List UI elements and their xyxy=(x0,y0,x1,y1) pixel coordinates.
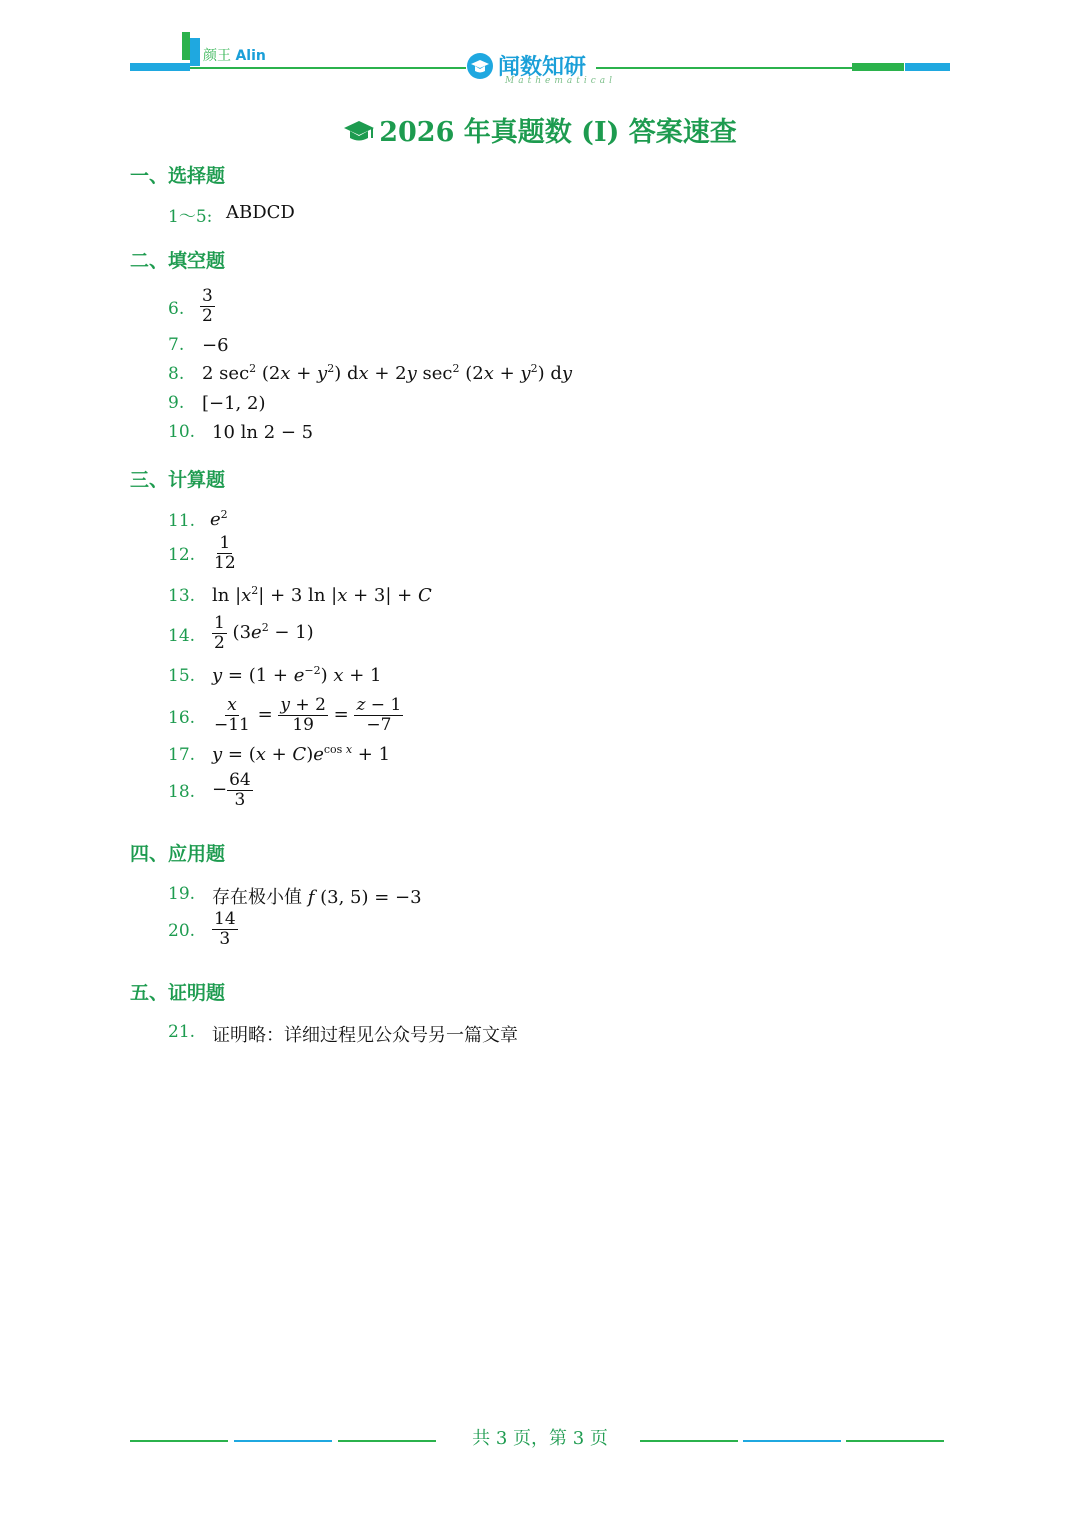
answer-11: $e^2$ xyxy=(210,508,228,530)
header-rule-left xyxy=(190,67,466,69)
answer-12-num: 1 xyxy=(219,533,231,553)
answer-20 xyxy=(212,910,238,948)
answer-label-6: 6. xyxy=(168,299,185,319)
answer-label-16: 16. xyxy=(168,708,196,728)
answer-14-num: 1 xyxy=(214,613,225,633)
answer-21: 证明略：详细过程见公众号另一篇文章 xyxy=(212,1025,518,1046)
header-accent-bar-green xyxy=(852,63,904,71)
answer-label-18: 18. xyxy=(168,782,196,802)
page-title xyxy=(0,110,1080,149)
answer-label-15: 15. xyxy=(168,666,196,686)
answer-label-11: 11. xyxy=(168,511,196,531)
header-accent-bar-blue-right xyxy=(905,63,950,71)
answer-label-9: 9. xyxy=(168,393,185,413)
section-heading-calc: 三、计算题 xyxy=(130,469,226,491)
author-logo-icon xyxy=(182,32,202,66)
answer-16: $\frac{x}{-11}$ = $\frac{y + 2}{19}$ = $\frac{z - 1}{-7}$ xyxy=(214,695,402,735)
answer-label-8: 8. xyxy=(168,364,185,384)
answer-18: − $\frac{64}{3}$ xyxy=(212,770,251,810)
answer-19-text: 存在极小值 xyxy=(212,887,302,908)
answer-20-den: 3 xyxy=(219,928,231,949)
header-accent-bar-blue xyxy=(130,63,190,71)
section-heading-fill: 二、填空题 xyxy=(130,250,226,272)
answer-label-14: 14. xyxy=(168,626,196,646)
answer-14-den: 2 xyxy=(214,632,225,653)
footer-ornament-6 xyxy=(846,1440,944,1442)
answer-12 xyxy=(212,534,238,572)
brand-name: 闻数知研 xyxy=(498,55,587,80)
section-heading-choice: 一、选择题 xyxy=(130,165,226,187)
answer-6-den: 2 xyxy=(202,305,213,326)
answer-12-den: 12 xyxy=(214,552,236,573)
page-number: 共 3 页，第 3 页 xyxy=(472,1428,608,1449)
answer-label-7: 7. xyxy=(168,335,185,355)
answer-18-num: 64 xyxy=(229,770,251,790)
answer-label-10: 10. xyxy=(168,422,196,442)
answer-20-num: 14 xyxy=(214,909,236,929)
answer-label-19: 19. xyxy=(168,884,196,904)
graduation-cap-icon xyxy=(343,120,375,144)
answer-label-20: 20. xyxy=(168,921,196,941)
author-label xyxy=(203,45,266,65)
footer-ornament-5 xyxy=(743,1440,841,1442)
graduation-cap-badge-icon xyxy=(466,52,494,80)
header-rule-right xyxy=(596,67,852,69)
answer-17: $y = (x + C)e^{cos x} + 1$ xyxy=(212,743,391,765)
author-latin: Alin xyxy=(235,48,266,64)
answer-label-13: 13. xyxy=(168,586,196,606)
answer-18-den: 3 xyxy=(234,789,246,810)
answer-label-21: 21. xyxy=(168,1022,196,1042)
footer-ornament-4 xyxy=(640,1440,738,1442)
answer-19: 存在极小值 f (3, 5) = −3 xyxy=(212,887,422,908)
author-name: 颜王 xyxy=(203,48,231,64)
section-heading-application: 四、应用题 xyxy=(130,843,226,865)
answer-8: 2 $\sec^2 (2x + y^2)$ dx + 2y $\sec^2 (2x + y^2)$ dy xyxy=(202,362,573,384)
answer-10: 10 ln 2 − 5 xyxy=(212,422,314,443)
answer-1-5: ABDCD xyxy=(226,202,295,223)
brand-subtitle: Mathematical xyxy=(505,76,616,86)
answer-14: $\frac{1}{2}$ $(3e^2 - 1)$ xyxy=(214,613,314,653)
answer-9: [−1, 2) xyxy=(202,393,266,414)
answer-6-num: 3 xyxy=(202,286,213,306)
answer-7: −6 xyxy=(202,335,229,356)
answer-label-12: 12. xyxy=(168,545,196,565)
section-heading-proof: 五、证明题 xyxy=(130,982,226,1004)
answer-label-1-5: 1～5: xyxy=(168,207,213,227)
answer-15: $y = (1 + e^{-2})$ x + 1 xyxy=(212,664,382,686)
answer-6 xyxy=(200,287,215,325)
page-title-text: 2026 年真题数 (I) 答案速查 xyxy=(379,117,737,148)
answer-label-17: 17. xyxy=(168,745,196,765)
answer-13: $\ln |x^2| + 3$ ln |x + 3| + C xyxy=(212,584,432,606)
